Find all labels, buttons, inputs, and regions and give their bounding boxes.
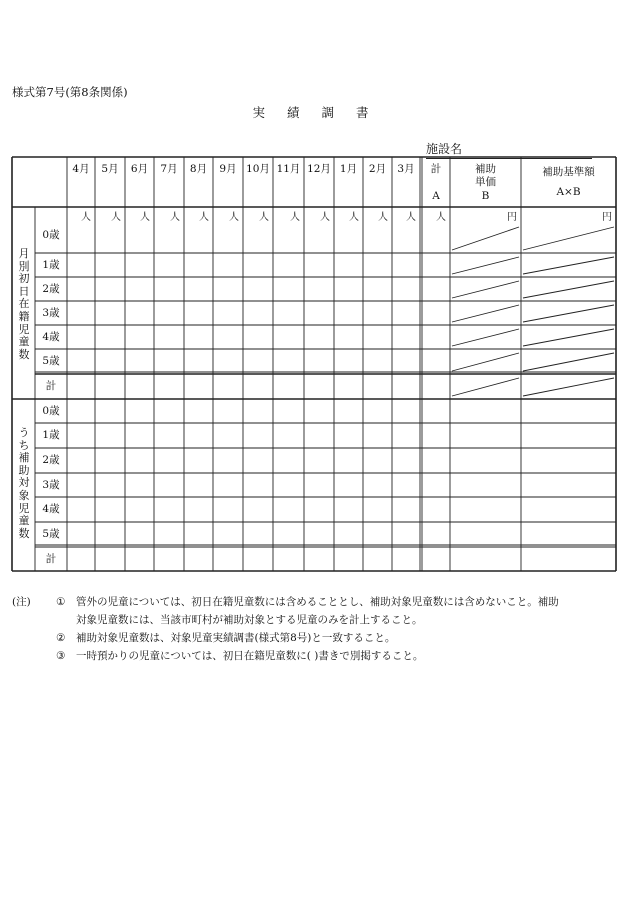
- yen-unit: 円: [602, 212, 612, 223]
- person-unit: 人: [290, 212, 300, 223]
- note-2-mark: ②: [56, 632, 66, 644]
- group2-row-label: 0歳: [42, 405, 60, 417]
- person-unit: 人: [406, 212, 416, 223]
- yen-unit: 円: [507, 212, 517, 223]
- note-3-text: 一時預かりの児童については、初日在籍児童数に( )書きで別掲すること。: [76, 650, 424, 662]
- unit-price-slash: [452, 227, 519, 250]
- month-header-8: 11月: [276, 163, 301, 175]
- group1-row-label: 5歳: [42, 355, 60, 367]
- person-unit: 人: [170, 212, 180, 223]
- base-amount-slash: [523, 257, 614, 274]
- facility-name-label: 施設名: [426, 142, 463, 156]
- total-header-letter: A: [432, 190, 440, 202]
- base-amount-slash: [523, 353, 614, 371]
- form-number: 様式第7号(第8条関係): [12, 85, 128, 99]
- group1-row-label: 4歳: [42, 331, 60, 343]
- note-1-text-line2: 対象児童数には、当該市町村が補助対象とする児童のみを計上すること。: [76, 614, 423, 626]
- group2-row-label: 2歳: [42, 454, 60, 466]
- base-amount-header-formula: A×B: [556, 186, 581, 198]
- note-1-text-line1: 管外の児童については、初日在籍児童数には含めることとし、補助対象児童数には含めないこと。補助: [76, 596, 559, 608]
- group1-row-label: 2歳: [42, 283, 60, 295]
- month-header-1: 4月: [72, 163, 90, 175]
- month-header-5: 8月: [189, 163, 208, 175]
- person-unit: 人: [140, 212, 150, 223]
- unit-price-slash: [452, 329, 519, 346]
- month-header-7: 10月: [246, 163, 270, 175]
- month-header-4: 7月: [160, 163, 178, 175]
- group1-row-label: 0歳: [42, 229, 60, 241]
- note-2: [12, 629, 618, 647]
- month-header-10: 1月: [339, 163, 358, 175]
- base-amount-slash: [523, 281, 614, 298]
- person-unit: 人: [259, 212, 269, 223]
- group2-label: うち補助対象児童数: [18, 426, 30, 540]
- group2-row-label: 3歳: [42, 479, 60, 491]
- month-header-12: 3月: [397, 163, 415, 175]
- group2-row-label: 計: [45, 553, 57, 565]
- notes-lead: (注): [12, 596, 31, 608]
- base-amount-header: 補助基準額: [542, 166, 595, 178]
- group1-row-label: 1歳: [42, 259, 60, 271]
- base-amount-slash: [523, 329, 614, 346]
- person-unit: 人: [199, 212, 209, 223]
- note-3-mark: ③: [56, 650, 66, 662]
- document-title: 実 績 調 書: [252, 105, 378, 120]
- base-amount-slash: [523, 227, 614, 250]
- person-unit: 人: [349, 212, 359, 223]
- month-header-2: 5月: [101, 163, 119, 175]
- month-header-6: 9月: [219, 163, 237, 175]
- total-header: 計: [430, 163, 442, 175]
- unit-price-slash: [452, 378, 519, 396]
- group1-row-label: 計: [45, 380, 57, 392]
- person-unit: 人: [81, 212, 91, 223]
- note-1-mark: ①: [56, 596, 66, 608]
- unit-price-slash: [452, 353, 519, 371]
- unit-price-header-1: 補助: [475, 163, 496, 175]
- unit-price-header-letter: B: [481, 190, 490, 202]
- notes-section: [12, 593, 618, 665]
- month-header-3: 6月: [130, 163, 149, 175]
- month-header-11: 2月: [368, 163, 387, 175]
- month-header-9: 12月: [307, 163, 331, 175]
- note-1: [12, 593, 618, 611]
- base-amount-slash: [523, 305, 614, 322]
- base-amount-slash: [523, 378, 614, 396]
- person-unit: 人: [229, 212, 239, 223]
- group1-row-label: 3歳: [42, 307, 60, 319]
- unit-price-slash: [452, 257, 519, 274]
- person-unit: 人: [320, 212, 330, 223]
- unit-price-slash: [452, 305, 519, 322]
- group2-row-label: 5歳: [42, 528, 60, 540]
- group1-label: 月別初日在籍児童数: [18, 247, 30, 361]
- group2-row-label: 1歳: [42, 429, 60, 441]
- group2-row-label: 4歳: [42, 503, 60, 515]
- unit-price-slash: [452, 281, 519, 298]
- person-unit: 人: [436, 212, 446, 223]
- note-2-text: 補助対象児童数は、対象児童実績調書(様式第8号)と一致すること。: [76, 632, 396, 644]
- note-1-cont: [12, 611, 618, 629]
- person-unit: 人: [378, 212, 388, 223]
- note-3: [12, 647, 618, 665]
- unit-price-header-2: 単価: [475, 176, 496, 188]
- person-unit: 人: [111, 212, 121, 223]
